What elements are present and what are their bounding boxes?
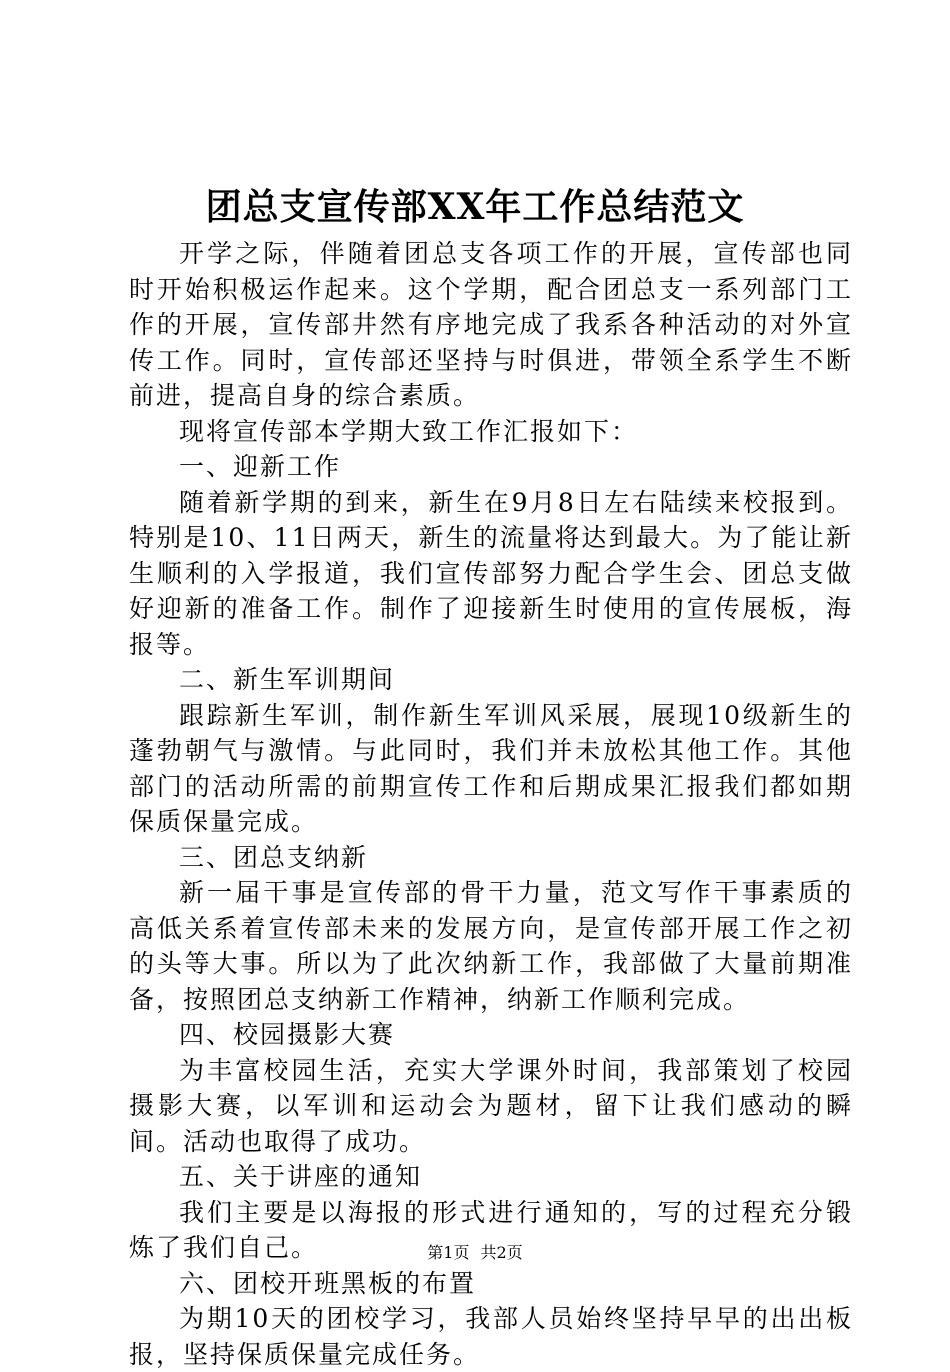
paragraph-section-6: 为期10天的团校学习，我部人员始终坚持早早的出出板报，坚持保质保量完成任务。	[129, 1304, 853, 1369]
paragraph-section-1: 随着新学期的到来，新生在9月8日左右陆续来校报到。特别是10、11日两天，新生的流量将达到最大。为了能让新生顺利的入学报道，我们宣传部努力配合学生会、团总支做好迎新的准备工作。制作了迎接新生时使用的宣传展板，海报等。	[129, 487, 853, 659]
page-footer	[0, 1242, 950, 1264]
section-heading-4: 四、校园摄影大赛	[179, 1020, 396, 1049]
paragraph-section-3: 新一届干事是宣传部的骨干力量，范文写作干事素质的高低关系着宣传部未来的发展方向，是宣传部开展工作之初的头等大事。所以为了此次纳新工作，我部做了大量前期准备，按照团总支纳新工作精神，纳新工作顺利完成。	[129, 878, 853, 1014]
paragraph-section-2: 跟踪新生军训，制作新生军训风采展，展现10级新生的蓬勃朝气与激情。与此同时，我们并未放松其他工作。其他部门的活动所需的前期宣传工作和后期成果汇报我们都如期保质保量完成。	[129, 700, 853, 836]
section-heading-2: 二、新生军训期间	[179, 665, 396, 694]
paragraph-intro: 开学之际，伴随着团总支各项工作的开展，宣传部也同时开始积极运作起来。这个学期，配合团总支一系列部门工作的开展，宣传部井然有序地完成了我系各种活动的对外宣传工作。同时，宣传部还坚持与时俱进，带领全系学生不断前进，提高自身的综合素质。	[129, 239, 853, 410]
section-heading-5: 五、关于讲座的通知	[179, 1162, 423, 1191]
page-total: 共2页	[480, 1243, 523, 1262]
paragraph-report-lead: 现将宣传部本学期大致工作汇报如下：	[179, 416, 639, 446]
document-body	[129, 236, 853, 1372]
section-heading-3: 三、团总支纳新	[179, 842, 369, 872]
document-title: 团总支宣传部XX年工作总结范文	[205, 186, 745, 228]
paragraph-section-4: 为丰富校园生活，充实大学课外时间，我部策划了校园摄影大赛，以军训和运动会为题材，留下让我们感动的瞬间。活动也取得了成功。	[129, 1055, 853, 1156]
page-number: 第1页	[427, 1243, 470, 1262]
paragraph-section-5: 我们主要是以海报的形式进行通知的，写的过程充分锻炼了我们自己。	[129, 1197, 853, 1262]
section-heading-6: 六、团校开班黑板的布置	[179, 1268, 477, 1298]
section-heading-1: 一、迎新工作	[179, 452, 342, 481]
